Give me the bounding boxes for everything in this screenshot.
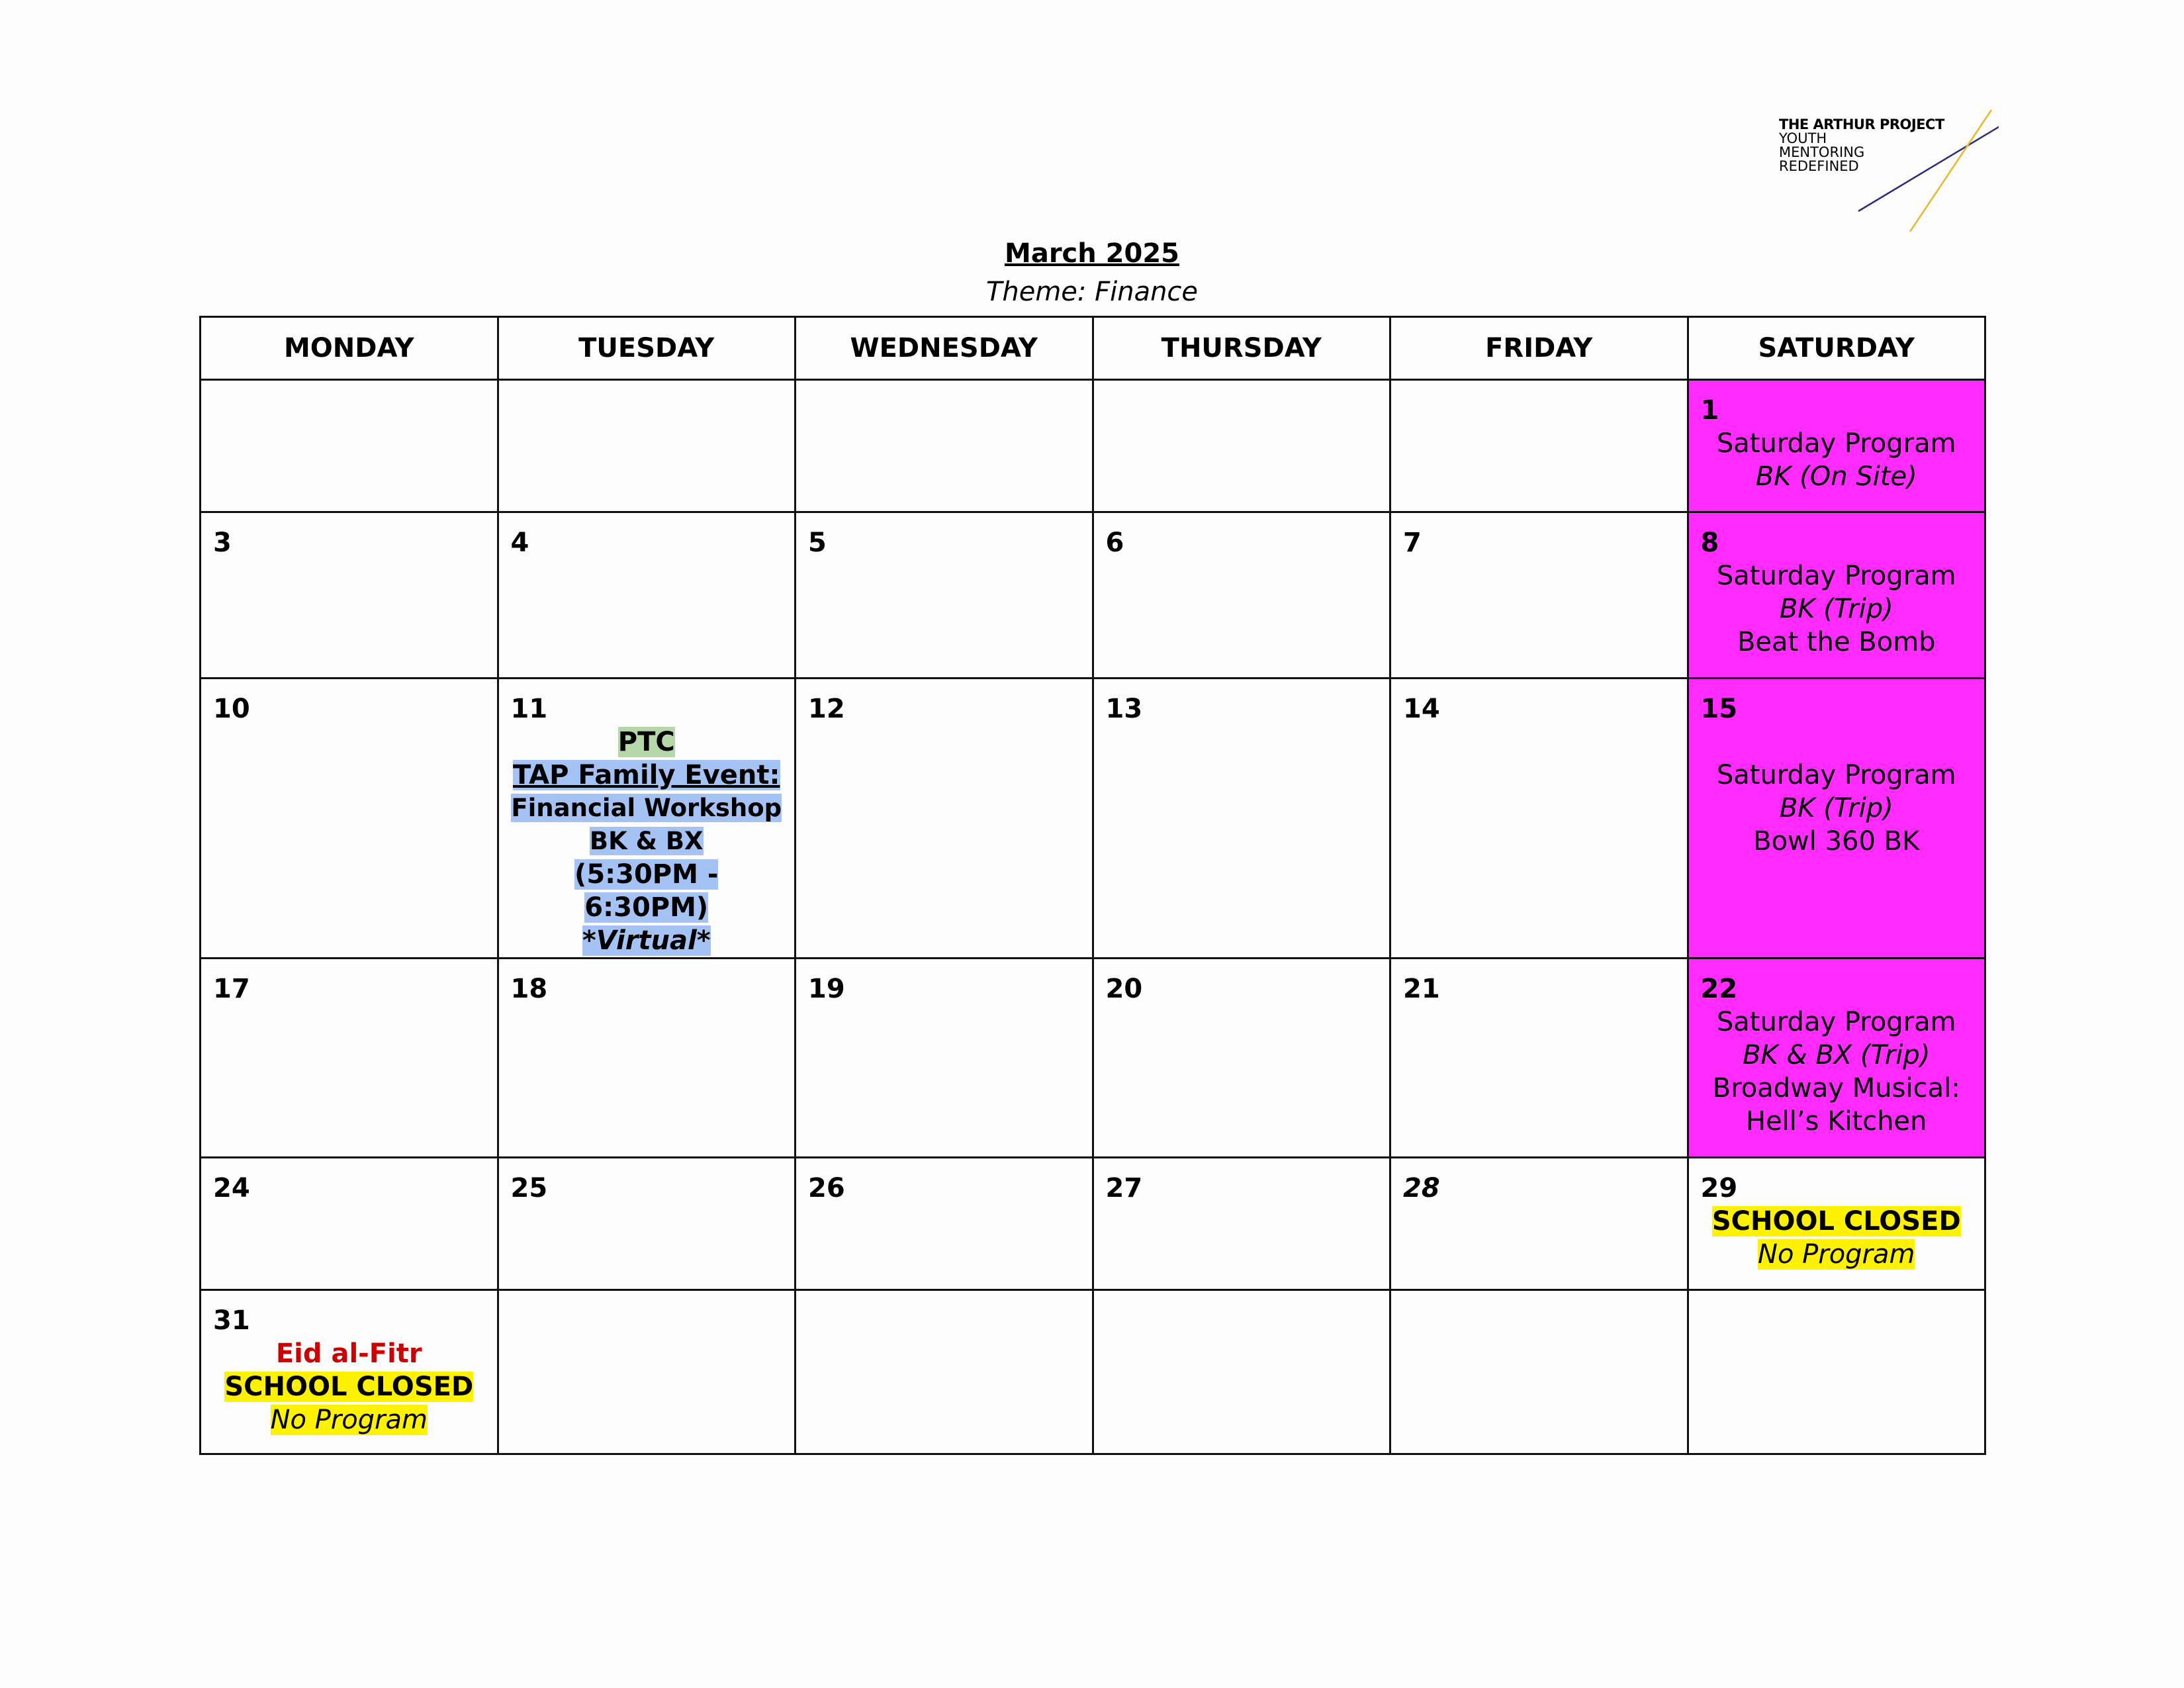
event-detail: Broadway Musical: <box>1712 1073 1960 1103</box>
week-row <box>201 512 1985 679</box>
day-number: 6 <box>1105 528 1124 558</box>
logo-tagline: MENTORING <box>1779 144 1865 160</box>
day-cell-24 <box>201 1158 498 1290</box>
event-title: Saturday Program <box>1716 561 1956 591</box>
event-detail: Hell’s Kitchen <box>1745 1106 1927 1137</box>
day-cell-26 <box>796 1158 1093 1290</box>
week-row <box>201 1290 1985 1454</box>
day-cell-20 <box>1093 959 1390 1158</box>
empty-cell <box>796 380 1093 512</box>
logo-tagline: YOUTH <box>1779 130 1827 146</box>
day-cell-13 <box>1093 679 1390 959</box>
day-cell-18 <box>498 959 796 1158</box>
day-cell-6 <box>1093 512 1390 679</box>
day-number: 15 <box>1700 694 1738 724</box>
event-detail: Bowl 360 BK <box>1753 826 1920 857</box>
day-number: 3 <box>213 528 232 558</box>
holiday-label: Eid al-Fitr <box>275 1338 422 1369</box>
school-closed-label: SCHOOL CLOSED <box>224 1372 474 1402</box>
day-cell-17 <box>201 959 498 1158</box>
day-cell-25 <box>498 1158 796 1290</box>
day-number: 25 <box>510 1173 548 1203</box>
empty-cell <box>201 380 498 512</box>
event-location: BK (Trip) <box>1779 594 1893 624</box>
ptc-label: PTC <box>617 727 675 757</box>
event-title: Saturday Program <box>1716 760 1956 790</box>
empty-cell <box>498 1290 796 1454</box>
day-number: 4 <box>510 528 529 558</box>
day-number: 22 <box>1700 974 1738 1004</box>
week-row <box>201 959 1985 1158</box>
arthur-project-logo <box>1774 93 1999 232</box>
day-cell-8 <box>1688 512 1985 679</box>
event-location: BK & BX (Trip) <box>1743 1040 1931 1070</box>
day-cell-10 <box>201 679 498 959</box>
day-cell-4 <box>498 512 796 679</box>
day-number: 10 <box>213 694 250 724</box>
day-cell-1 <box>1688 380 1985 512</box>
event-title: Saturday Program <box>1716 1007 1956 1037</box>
day-cell-5 <box>796 512 1093 679</box>
day-cell-14 <box>1390 679 1688 959</box>
event-title: Saturday Program <box>1716 428 1956 459</box>
event-detail: Beat the Bomb <box>1737 627 1936 657</box>
day-cell-12 <box>796 679 1093 959</box>
day-number: 13 <box>1105 694 1143 724</box>
day-cell-27 <box>1093 1158 1390 1290</box>
weekday-header: MONDAY <box>201 317 498 380</box>
day-number: 17 <box>213 974 250 1004</box>
day-number: 28 <box>1403 1173 1440 1203</box>
weekday-header: THURSDAY <box>1093 317 1390 380</box>
family-event-location: BK & BX <box>589 827 704 855</box>
day-cell-28 <box>1390 1158 1688 1290</box>
day-number: 7 <box>1403 528 1422 558</box>
day-cell-31 <box>201 1290 498 1454</box>
day-cell-21 <box>1390 959 1688 1158</box>
no-program-label: No Program <box>270 1405 428 1435</box>
page-title: March 2025 <box>1005 238 1179 269</box>
weekday-header: SATURDAY <box>1688 317 1985 380</box>
week-row <box>201 1158 1985 1290</box>
day-number: 20 <box>1105 974 1143 1004</box>
empty-cell <box>1093 380 1390 512</box>
day-number: 14 <box>1403 694 1440 724</box>
day-number: 11 <box>510 694 548 724</box>
day-number: 19 <box>808 974 845 1004</box>
empty-cell <box>498 380 796 512</box>
event-location: BK (Trip) <box>1779 793 1893 823</box>
family-event-format: *Virtual* <box>582 925 711 956</box>
day-number: 29 <box>1700 1173 1738 1203</box>
day-number: 26 <box>808 1173 845 1203</box>
day-cell-29 <box>1688 1158 1985 1290</box>
day-cell-7 <box>1390 512 1688 679</box>
day-cell-11 <box>498 679 796 959</box>
event-location: BK (On Site) <box>1755 461 1917 492</box>
day-number: 1 <box>1700 395 1719 426</box>
weekday-header-row <box>201 317 1985 380</box>
day-number: 27 <box>1105 1173 1143 1203</box>
day-number: 18 <box>510 974 548 1004</box>
theme-subtitle: Theme: Finance <box>985 277 1199 307</box>
weekday-header: TUESDAY <box>498 317 796 380</box>
day-number: 5 <box>808 528 827 558</box>
empty-cell <box>1390 1290 1688 1454</box>
empty-cell <box>1390 380 1688 512</box>
family-event-name: Financial Workshop <box>511 794 782 822</box>
week-row <box>201 679 1985 959</box>
logo-name: THE ARTHUR PROJECT <box>1779 117 1944 132</box>
empty-cell <box>796 1290 1093 1454</box>
weekday-header: WEDNESDAY <box>796 317 1093 380</box>
empty-cell <box>1093 1290 1390 1454</box>
weekday-header: FRIDAY <box>1390 317 1688 380</box>
day-number: 12 <box>808 694 845 724</box>
day-number: 8 <box>1700 528 1719 558</box>
empty-cell <box>1688 1290 1985 1454</box>
day-number: 31 <box>213 1305 250 1336</box>
day-cell-19 <box>796 959 1093 1158</box>
calendar-grid <box>199 316 1986 1455</box>
day-cell-22 <box>1688 959 1985 1158</box>
week-row <box>201 380 1985 512</box>
day-number: 24 <box>213 1173 250 1203</box>
day-number: 21 <box>1403 974 1440 1004</box>
family-event-time: (5:30PM - 6:30PM) <box>574 859 719 923</box>
family-event-title: TAP Family Event: <box>512 760 780 790</box>
logo-tagline: REDEFINED <box>1779 158 1859 174</box>
school-closed-label: SCHOOL CLOSED <box>1711 1206 1961 1237</box>
day-cell-3 <box>201 512 498 679</box>
day-cell-15 <box>1688 679 1985 959</box>
no-program-label: No Program <box>1758 1239 1915 1270</box>
